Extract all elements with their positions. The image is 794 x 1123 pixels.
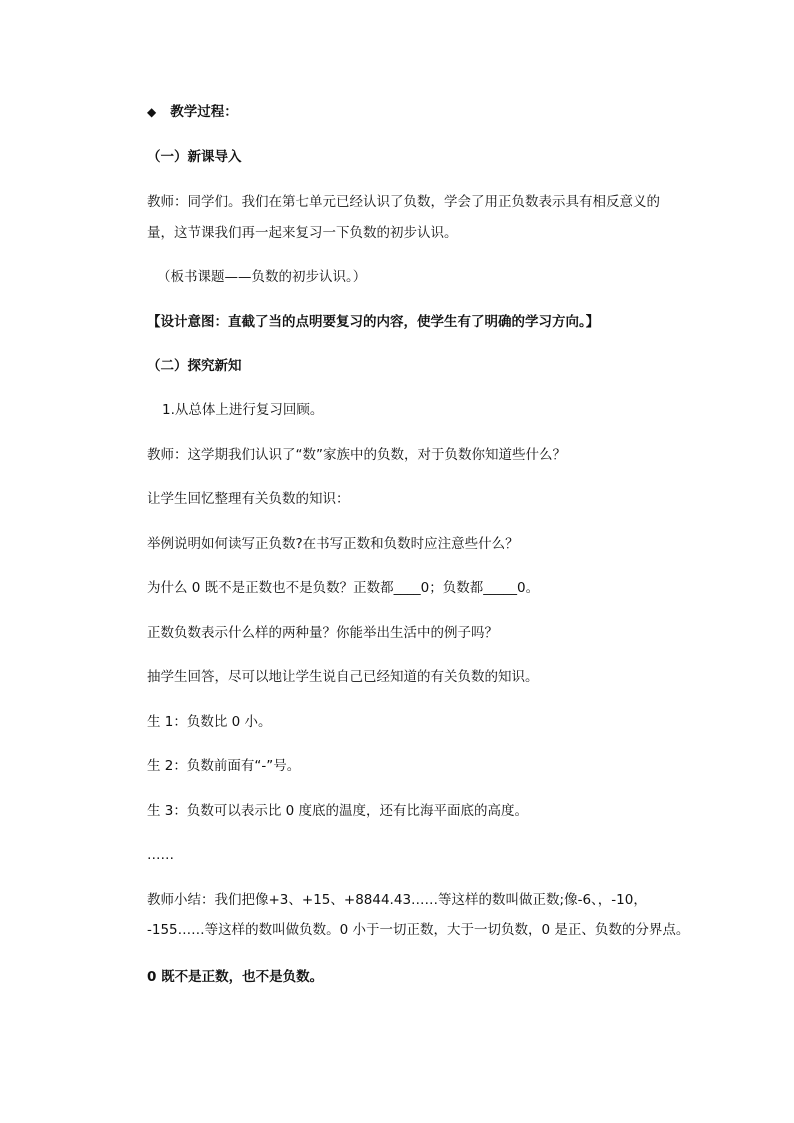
teacher-intro-line2: 量，这节课我们再一起来复习一下负数的初步认识。 <box>147 225 458 241</box>
part1-heading: （一）新课导入 <box>147 149 242 165</box>
student-2: 生 2：负数前面有“-”号。 <box>147 758 301 774</box>
question-1: 举例说明如何读写正负数?在书写正数和负数时应注意些什么？ <box>147 536 519 552</box>
student-1: 生 1：负数比 0 小。 <box>147 714 272 730</box>
ellipsis: …… <box>147 847 174 863</box>
summary-line2: -155……等这样的数叫做负数。0 小于一切正数，大于一切负数，0 是正、负数的分界点。 <box>147 922 690 938</box>
section-heading <box>147 102 238 122</box>
teacher-intro-line1: 教师：同学们。我们在第七单元已经认识了负数，学会了用正负数表示具有相反意义的 <box>147 194 660 210</box>
design-intent: 【设计意图：直截了当的点明要复习的内容，使学生有了明确的学习方向。】 <box>147 314 600 330</box>
conclusion: 0 既不是正数，也不是负数。 <box>147 969 324 985</box>
summary-line1: 教师小结：我们把像+3、+15、+8844.43……等这样的数叫做正数;像-6、，-10， <box>147 892 647 908</box>
instruction: 抽学生回答，尽可以地让学生说自己已经知道的有关负数的知识。 <box>147 669 539 685</box>
board-note: （板书课题——负数的初步认识。） <box>157 269 367 285</box>
question-2: 为什么 0 既不是正数也不是负数？正数都____0；负数都_____0。 <box>147 580 540 596</box>
step1: 1.从总体上进行复习回顾。 <box>162 402 324 418</box>
teacher-question: 教师：这学期我们认识了“数”家族中的负数，对于负数你知道些什么？ <box>147 447 566 463</box>
diamond-bullet-icon: ◆ <box>147 105 157 119</box>
prompt-intro: 让学生回忆整理有关负数的知识： <box>147 491 350 507</box>
question-3: 正数负数表示什么样的两种量？你能举出生活中的例子吗？ <box>147 625 498 641</box>
part2-heading: （二）探究新知 <box>147 358 242 374</box>
student-3: 生 3：负数可以表示比 0 度底的温度，还有比海平面底的高度。 <box>147 803 529 819</box>
section-heading-text: 教学过程： <box>170 104 238 120</box>
